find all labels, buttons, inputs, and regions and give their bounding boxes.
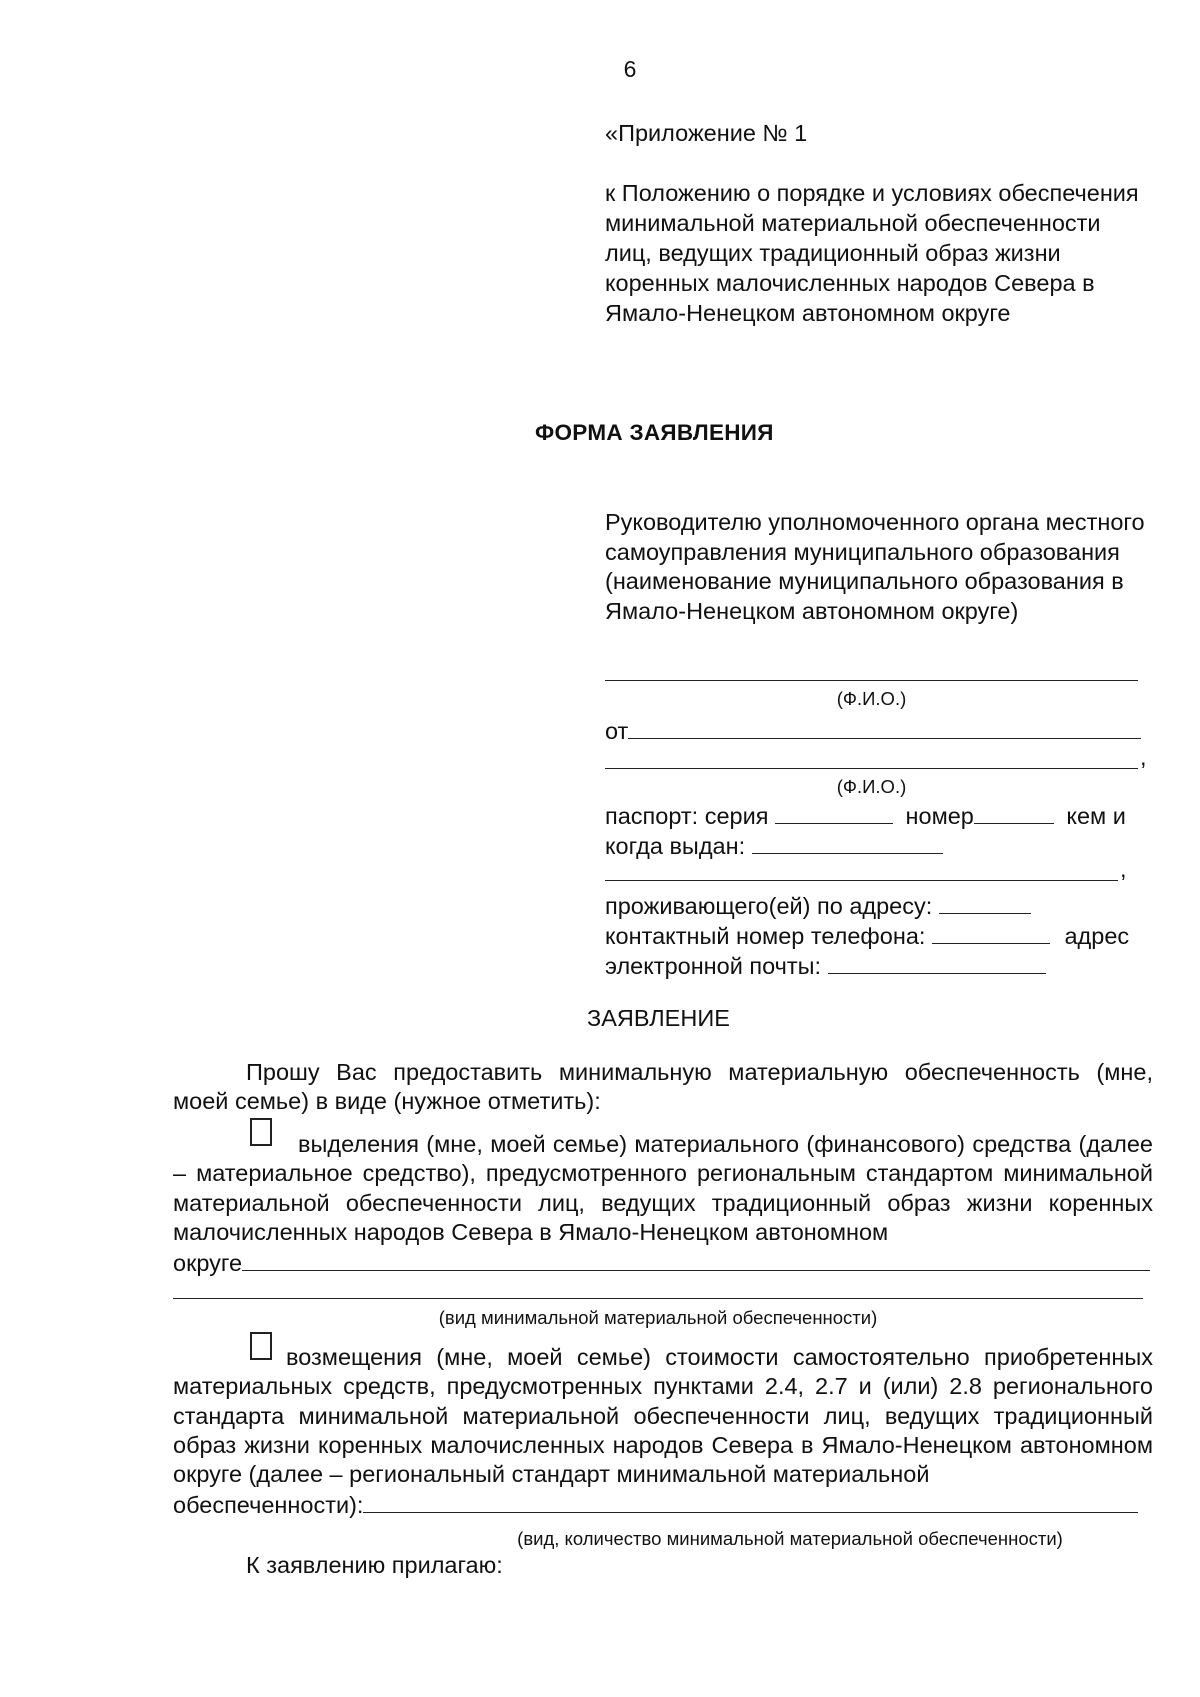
option-2-text-block — [173, 1343, 1153, 1489]
email-row — [605, 951, 1150, 981]
address-input[interactable] — [939, 891, 1031, 914]
option-2-tail: обеспеченности): — [173, 1492, 364, 1518]
applicant-fio-line[interactable] — [605, 768, 1138, 769]
from-label: от — [605, 718, 629, 744]
appendix-title: «Приложение № 1 — [605, 120, 808, 146]
option-1-text-block — [173, 1130, 1153, 1247]
form-title: ФОРМА ЗАЯВЛЕНИЯ — [535, 420, 774, 445]
applicant-fio-caption: (Ф.И.О.) — [836, 776, 907, 797]
passport-issued-by-label: кем и — [1066, 803, 1126, 829]
passport-issued-row — [605, 831, 1150, 861]
option-1-tail-row — [173, 1248, 1153, 1278]
passport-series-input[interactable] — [775, 801, 893, 824]
option-1-tail: округе — [173, 1250, 243, 1276]
address-row — [605, 891, 1150, 921]
option-1-input-line[interactable] — [242, 1248, 1150, 1271]
phone-row — [605, 921, 1150, 951]
email-label-2: электронной почты: — [605, 953, 822, 979]
option-2-text: возмещения (мне, моей семье) стоимости самостоятельно приобретенных материальных средств, предусмотренных пунктами 2.4, 2.7 и (или) 2.8 регионального стандарта минимальной материальной обеспеченности лиц, ведущих традиционный образ жизни коренных малочисленных народов Севера в Ямало-Ненецком автономном округе (далее – региональный стандарт минимальной материальной — [173, 1344, 1153, 1488]
passport-series-label: паспорт: серия — [605, 803, 769, 829]
addressee-text: Руководителю уполномоченного органа местного самоуправления муниципального образования (наименование муниципального образования в Ямало-Ненецком автономном округе) — [605, 509, 1145, 624]
passport-when-label: когда выдан: — [605, 833, 746, 859]
passport-row — [605, 801, 1150, 831]
email-input[interactable] — [828, 951, 1046, 974]
statement-title: ЗАЯВЛЕНИЕ — [587, 1005, 730, 1031]
passport-extra-line[interactable] — [605, 880, 1118, 881]
option-2-caption: (вид, количество минимальной материальной обеспеченности) — [517, 1528, 1063, 1549]
page-number: 6 — [623, 56, 637, 82]
phone-label: контактный номер телефона: — [605, 923, 926, 949]
comma-2: , — [1120, 856, 1127, 882]
option-1-input-line-2[interactable] — [173, 1298, 1143, 1299]
from-row — [605, 716, 1150, 746]
option-1-text: выделения (мне, моей семье) материального (финансового) средства (далее – материальное средство), предусмотренного региональным стандартом минимальной материальной обеспеченности лиц, ведущих традиционный образ жизни коренных малочисленных народов Севера в Ямало-Ненецком автономном — [173, 1131, 1153, 1245]
address-label: проживающего(ей) по адресу: — [605, 893, 933, 919]
email-label-1: адрес — [1064, 923, 1130, 949]
request-text: Прошу Вас предоставить минимальную материальную обеспеченность (мне, моей семье) в виде (нужное отметить): — [173, 1059, 1153, 1115]
passport-number-label: номер — [905, 803, 974, 829]
passport-when-input[interactable] — [752, 831, 943, 854]
passport-number-input[interactable] — [974, 801, 1054, 824]
recipient-fio-line — [605, 680, 1138, 681]
recipient-fio-caption: (Ф.И.О.) — [836, 688, 907, 709]
phone-input[interactable] — [932, 921, 1050, 944]
appendix-subtitle: к Положению о порядке и условиях обеспечения минимальной материальной обеспеченности лиц, ведущих традиционный образ жизни коренных малочисленных народов Севера в Ямало-Ненецком автономном округе — [605, 180, 1139, 326]
option-2-input-line[interactable] — [363, 1490, 1138, 1513]
option-1-caption: (вид минимальной материальной обеспеченности) — [438, 1307, 878, 1328]
comma-1: , — [1140, 744, 1147, 770]
attachments-label: К заявлению прилагаю: — [246, 1552, 503, 1578]
option-2-tail-row — [173, 1490, 1153, 1520]
from-input-line[interactable] — [628, 716, 1141, 739]
